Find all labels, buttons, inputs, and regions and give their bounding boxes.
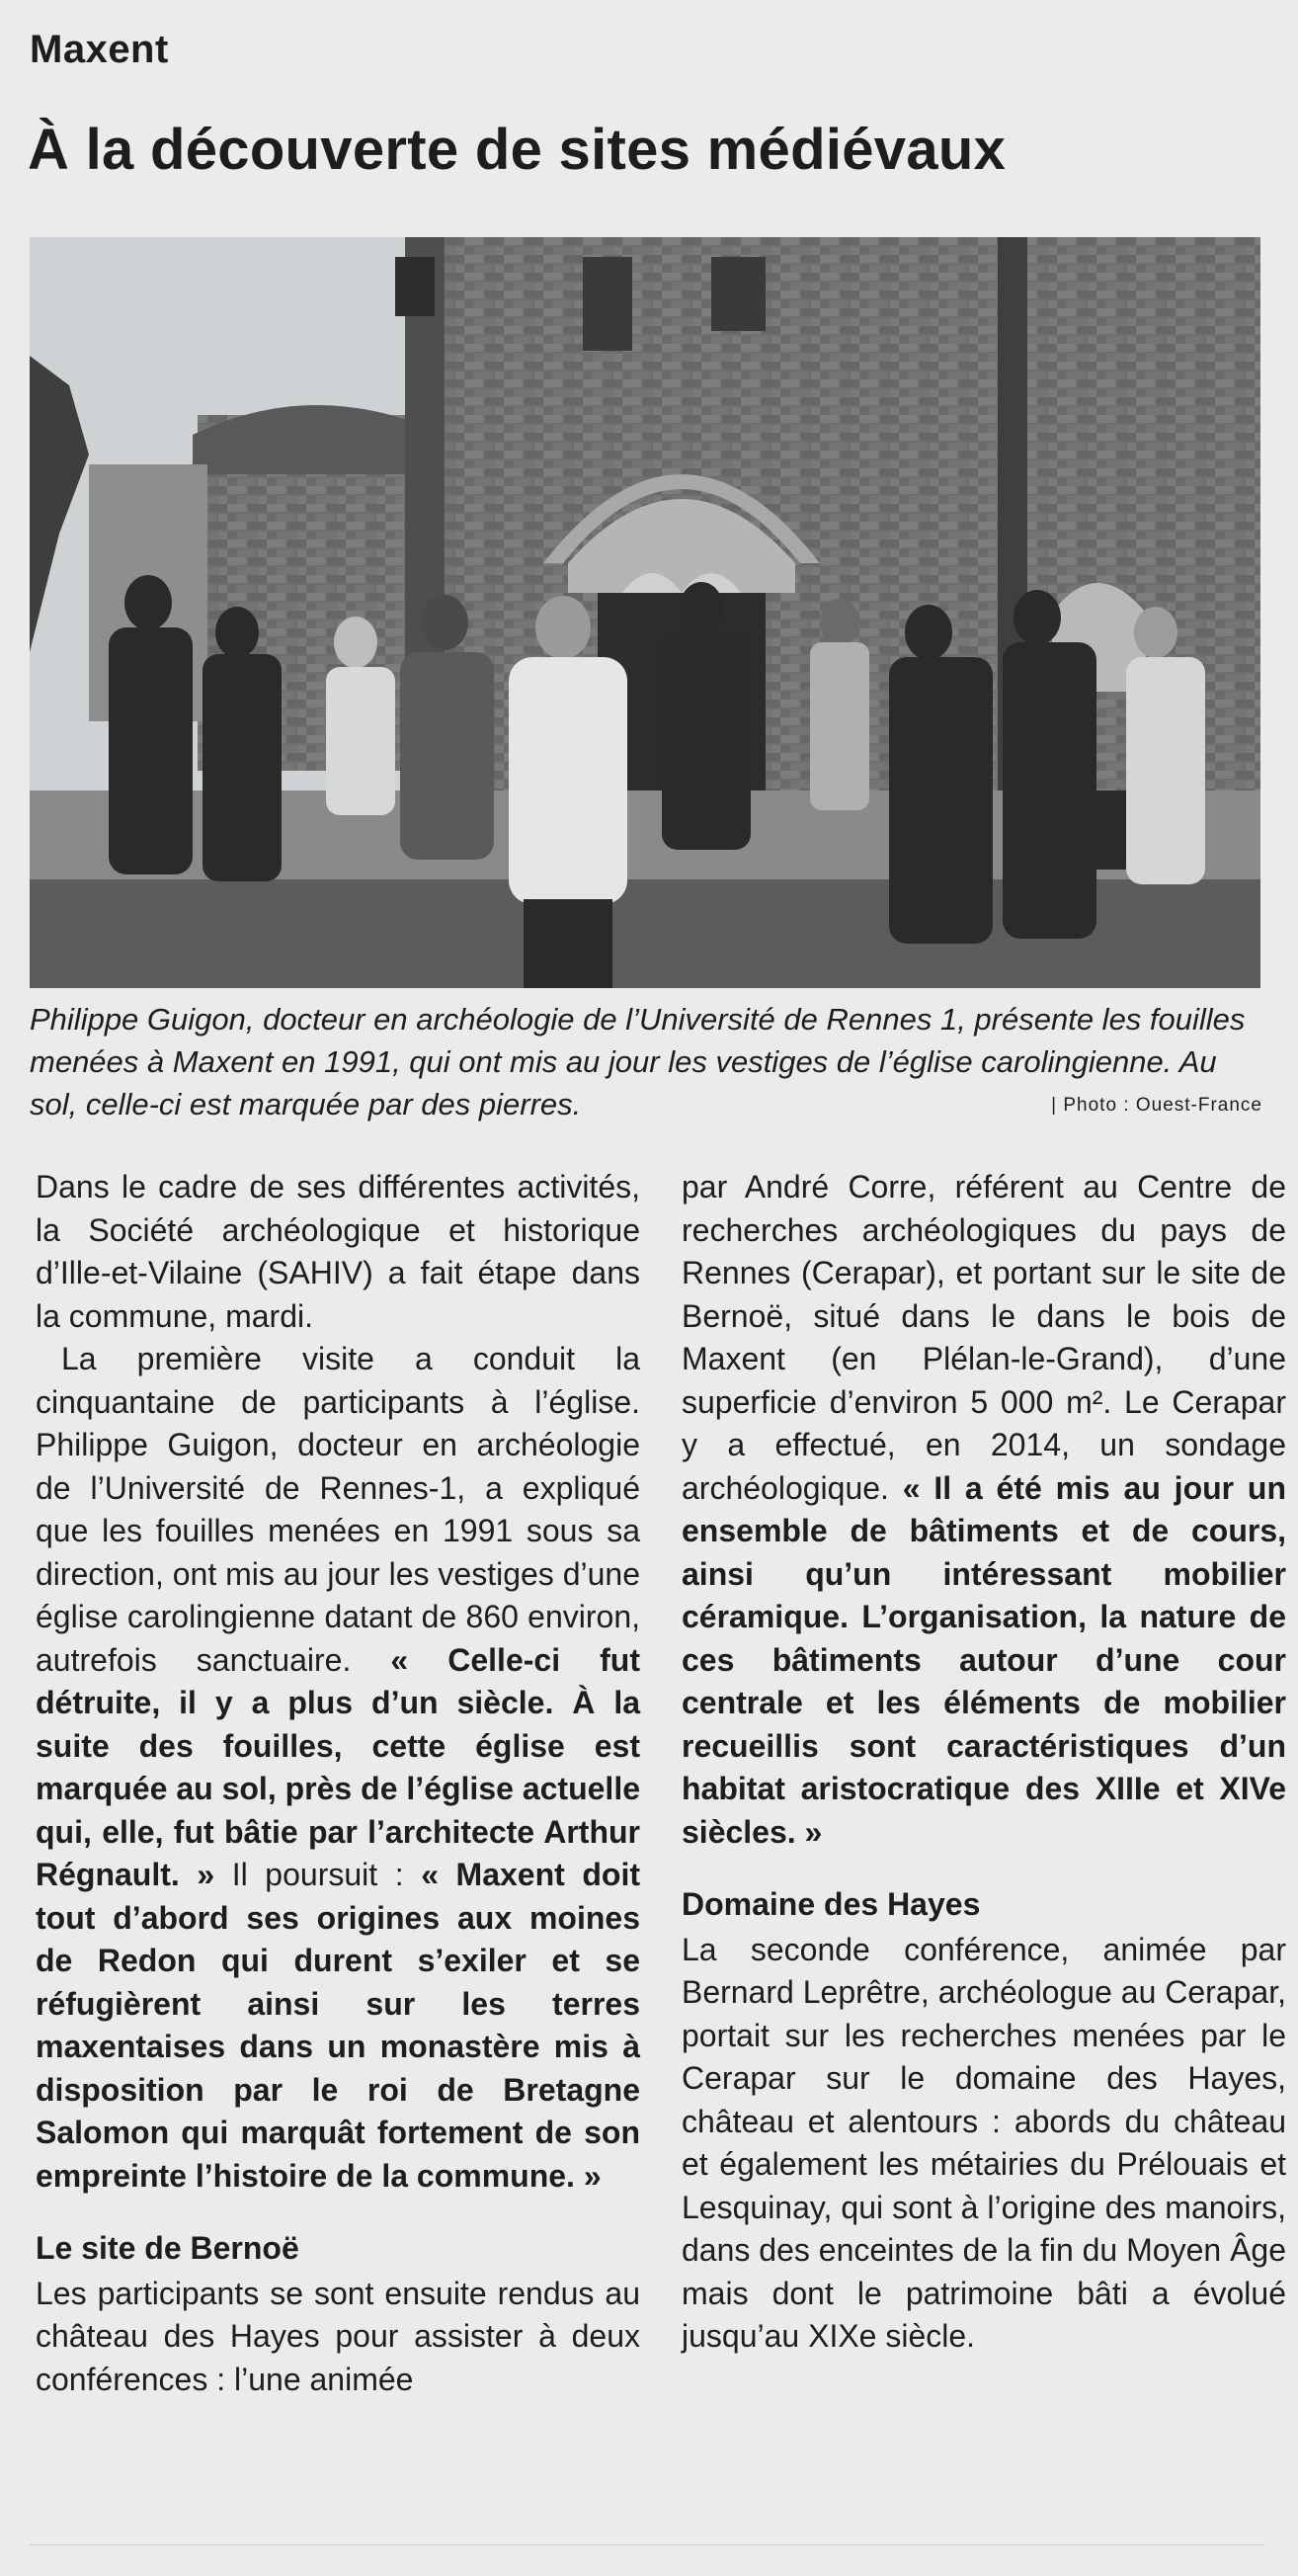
subheading: Le site de Bernoë: [36, 2230, 299, 2266]
section-label: Maxent: [30, 28, 169, 71]
subheading: Domaine des Hayes: [682, 1886, 981, 1922]
body-text: Il poursuit :: [214, 1857, 422, 1892]
article-column-right: [682, 1166, 1286, 2359]
body-text: La première visite a conduit la cinquantaine de participants à l’église. Philippe Guigon, docteur en archéologie de l’Université de Rennes-1, a expliqué que les fouilles menées en 1991 sous sa direction, ont mis au jour les vestiges d’une église carolingienne datant de 860 environ, autrefois sanctuaire.: [36, 1341, 640, 1678]
article-photo: [30, 237, 1260, 988]
body-paragraph: Les participants se sont ensuite rendus au château des Hayes pour assister à deux conférences : l’une animée: [36, 2275, 640, 2397]
body-paragraph: [36, 1338, 640, 2198]
quote-text: « Celle-ci fut détruite, il y a plus d’un siècle. À la suite des fouilles, cette église est marquée au sol, près de l’église actuelle qui, elle, fut bâtie par l’architecte Arthur Régnault. »: [36, 1641, 640, 1892]
body-paragraph: [682, 1166, 1286, 1854]
body-text: par André Corre, référent au Centre de recherches archéologiques du pays de Rennes (Cerapar), et portant sur le site de Bernoë, situé dans le dans le bois de Maxent (en Plélan-le-Grand), d’une superficie d’environ 5 000 m². Le Cerapar y a effectué, en 2014, un sondage archéologique.: [682, 1169, 1286, 1506]
bottom-divider: [30, 2544, 1264, 2545]
bleed-through-text: [435, 0, 445, 37]
article-headline: À la découverte de sites médiévaux: [28, 118, 1007, 182]
body-paragraph: La seconde conférence, animée par Bernard Leprêtre, archéologue au Cerapar, portait sur les recherches menées par le Cerapar sur le domaine des Hayes, château et alentours : abords du château et également les métairies du Prélouais et Lesquinay, qui sont à l’origine des manoirs, dans des enceintes de la fin du Moyen Âge mais dont le patrimoine bâti a évolué jusqu’au XIXe siècle.: [682, 1931, 1286, 2354]
quote-text: « Il a été mis au jour un ensemble de bâtiments et de cours, ainsi qu’un intéressant mobilier céramique. L’organisation, la nature de ces bâtiments autour d’une cour centrale et les éléments de mobilier recueillis sont caractéristiques d’un habitat aristocratique des XIIIe et XIVe siècles. »: [682, 1469, 1287, 1850]
caption-text: Philippe Guigon, docteur en archéologie de l’Université de Rennes 1, présente les fouilles menées à Maxent en 1991, qui ont mis au jour les vestiges de l’église carolingienne. Au sol, celle-ci est marquée par des pierres.: [30, 1002, 1246, 1122]
article-column-left: [36, 1166, 640, 2401]
photo-credit: | Photo : Ouest-France: [1051, 1095, 1262, 1116]
body-paragraph: Dans le cadre de ses différentes activités, la Société archéologique et historique d’Ille-et-Vilaine (SAHIV) a fait étape dans la commune, mardi.: [36, 1169, 640, 1334]
church-visit-photo: [30, 237, 1260, 988]
quote-text: « Maxent doit tout d’abord ses origines aux moines de Redon qui durent s’exiler et se réfugièrent ainsi sur les terres maxentaises dans un monastère mis à disposition par le roi de Bretagne Salomon qui marquât fortement de son empreinte l’histoire de la commune. »: [36, 1857, 641, 2194]
